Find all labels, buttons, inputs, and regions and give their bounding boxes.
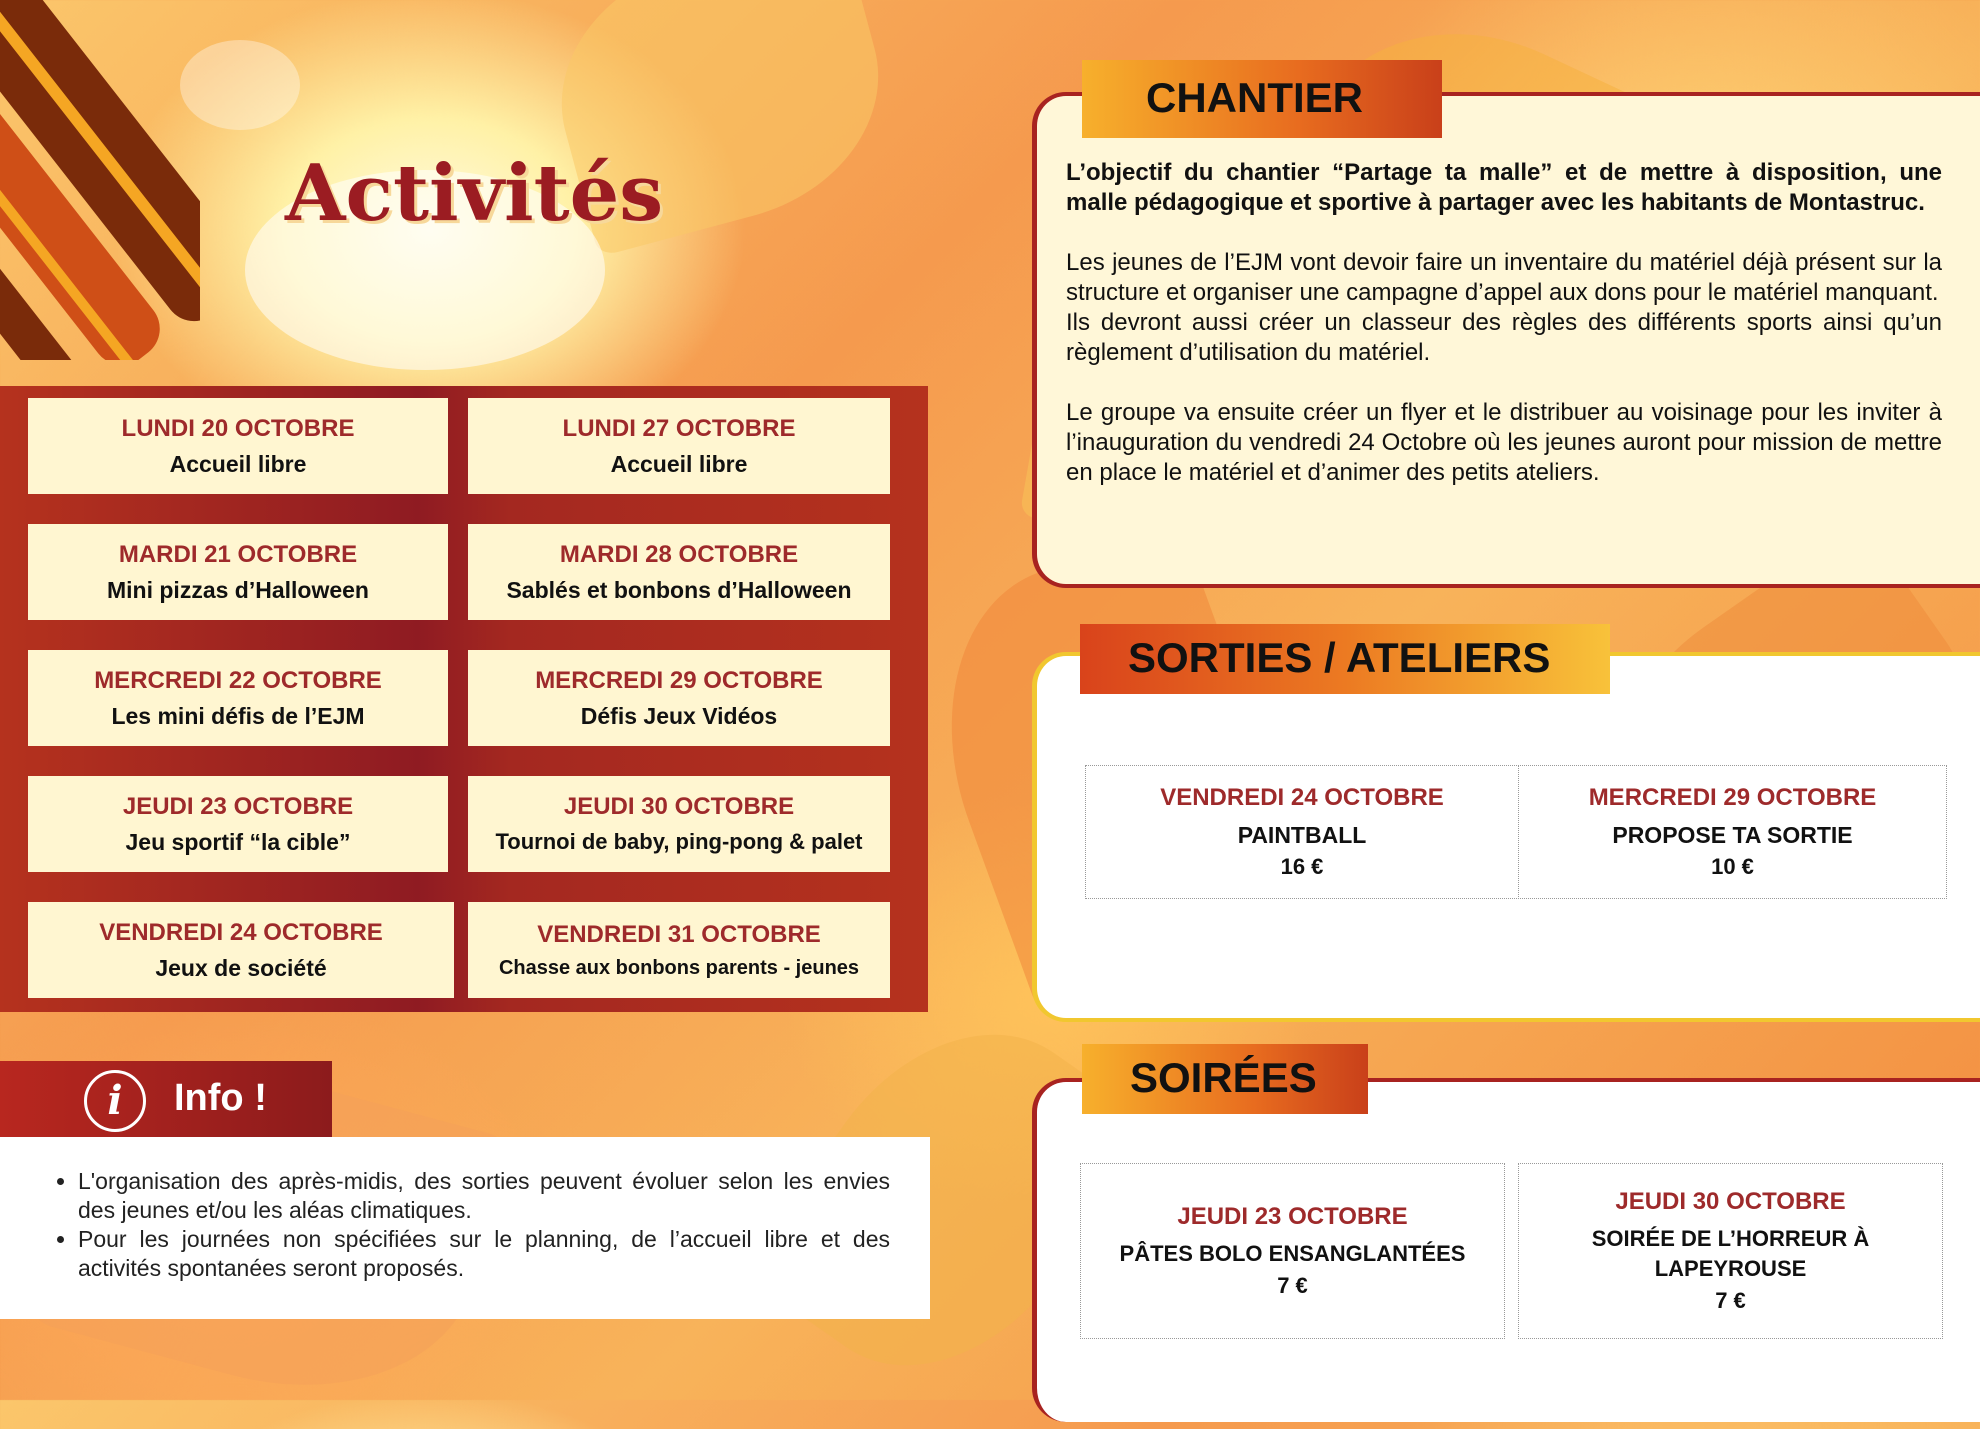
day-activity: Jeux de société (155, 954, 327, 981)
day-date: VENDREDI 31 OCTOBRE (537, 920, 821, 948)
day-date: JEUDI 30 OCTOBRE (563, 793, 795, 820)
outing-date: MERCREDI 29 OCTOBRE (1588, 784, 1877, 811)
evening-price: 7 € (1277, 1273, 1308, 1298)
day-activity: Sablés et bonbons d’Halloween (506, 576, 852, 603)
outing-date: VENDREDI 24 OCTOBRE (1160, 784, 1444, 811)
day-date: MERCREDI 29 OCTOBRE (535, 666, 823, 694)
day-activity: Accueil libre (169, 450, 307, 477)
info-list (54, 1167, 890, 1283)
soirees-heading (1082, 1044, 1368, 1114)
chantier-paragraph (1066, 308, 1942, 368)
chantier-text (1066, 158, 1942, 518)
day-card (28, 398, 448, 494)
day-activity: Chasse aux bonbons parents - jeunes (498, 956, 860, 979)
day-card (468, 902, 890, 998)
day-card (468, 524, 890, 620)
info-box (0, 1137, 930, 1319)
day-card (28, 902, 454, 998)
outing-title: PROPOSE TA SORTIE (1612, 822, 1853, 848)
outing-card (1518, 765, 1947, 899)
day-card (28, 776, 448, 872)
outing-title: PAINTBALL (1237, 822, 1367, 848)
info-icon: i (84, 1070, 146, 1132)
sorties-heading-label: SORTIES / ATELIERS (1128, 634, 1551, 681)
info-title: Info ! (174, 1077, 267, 1119)
day-date: MARDI 28 OCTOBRE (559, 540, 799, 568)
day-card (28, 524, 448, 620)
schedule-grid (0, 386, 928, 1012)
evening-card (1080, 1163, 1505, 1339)
evening-date: JEUDI 23 OCTOBRE (1177, 1203, 1408, 1230)
soirees-heading-label: SOIRÉES (1130, 1054, 1317, 1101)
outing-price: 10 € (1711, 854, 1754, 879)
chantier-para2: Les jeunes de l’EJM vont devoir faire un inventaire du matériel déjà présent sur la structure et organiser une campagne d’appel aux dons pour le matériel manquant. (1066, 249, 1942, 306)
day-date: MARDI 21 OCTOBRE (118, 540, 358, 568)
chantier-lead: L’objectif du chantier “Partage ta malle” et de mettre à disposition, une malle pédagogique et sportive à partager avec les habitants de Montastruc. (1066, 159, 1942, 216)
chantier-paragraph: Le groupe va ensuite créer un flyer et le distribuer au voisinage pour les inviter à l’inauguration du vendredi 24 Octobre où les jeunes auront pour mission de mettre en place le matériel et d’animer des petits ateliers. (1066, 399, 1942, 486)
outing-price: 16 € (1280, 854, 1324, 879)
info-item: • L'organisation des après-midis, des sorties peuvent évoluer selon les envies des jeunes et/ou les aléas climatiques. (78, 1167, 890, 1225)
evening-title: SOIRÉE DE L’HORREUR À LAPEYROUSE (1591, 1226, 1870, 1281)
outing-card (1085, 765, 1519, 899)
evening-price: 7 € (1715, 1288, 1746, 1313)
day-activity: Jeu sportif “la cible” (125, 828, 351, 855)
day-date: VENDREDI 24 OCTOBRE (99, 918, 383, 946)
chantier-para3: Ils devront aussi créer un classeur des règles des différents sports ainsi qu’un règlement d’utilisation du matériel. (1066, 309, 1942, 366)
day-activity: Les mini défis de l’EJM (111, 702, 365, 729)
day-activity: Accueil libre (610, 450, 748, 477)
day-activity: Mini pizzas d’Halloween (107, 576, 369, 603)
day-activity: Tournoi de baby, ping-pong & palet (495, 829, 863, 854)
day-card (468, 650, 890, 746)
day-date: LUNDI 20 OCTOBRE (121, 414, 355, 442)
page-title: Activités (285, 148, 664, 239)
chantier-heading (1082, 60, 1442, 138)
day-date: JEUDI 23 OCTOBRE (122, 792, 354, 820)
evening-title: PÂTES BOLO ENSANGLANTÉES (1119, 1241, 1466, 1266)
evening-card (1518, 1163, 1943, 1339)
day-date: MERCREDI 22 OCTOBRE (94, 666, 382, 694)
day-activity: Défis Jeux Vidéos (580, 702, 778, 729)
decorative-stripes (0, 0, 200, 360)
evening-date: JEUDI 30 OCTOBRE (1615, 1188, 1846, 1215)
chantier-paragraph (1066, 248, 1942, 308)
day-date: LUNDI 27 OCTOBRE (562, 414, 796, 442)
day-card (28, 650, 448, 746)
day-card (468, 776, 890, 872)
day-card (468, 398, 890, 494)
info-header (0, 1061, 332, 1137)
chantier-heading-label: CHANTIER (1146, 74, 1363, 121)
info-item: • Pour les journées non spécifiées sur le planning, de l’accueil libre et des activités spontanées seront proposés. (78, 1225, 890, 1283)
sorties-heading (1080, 624, 1610, 694)
